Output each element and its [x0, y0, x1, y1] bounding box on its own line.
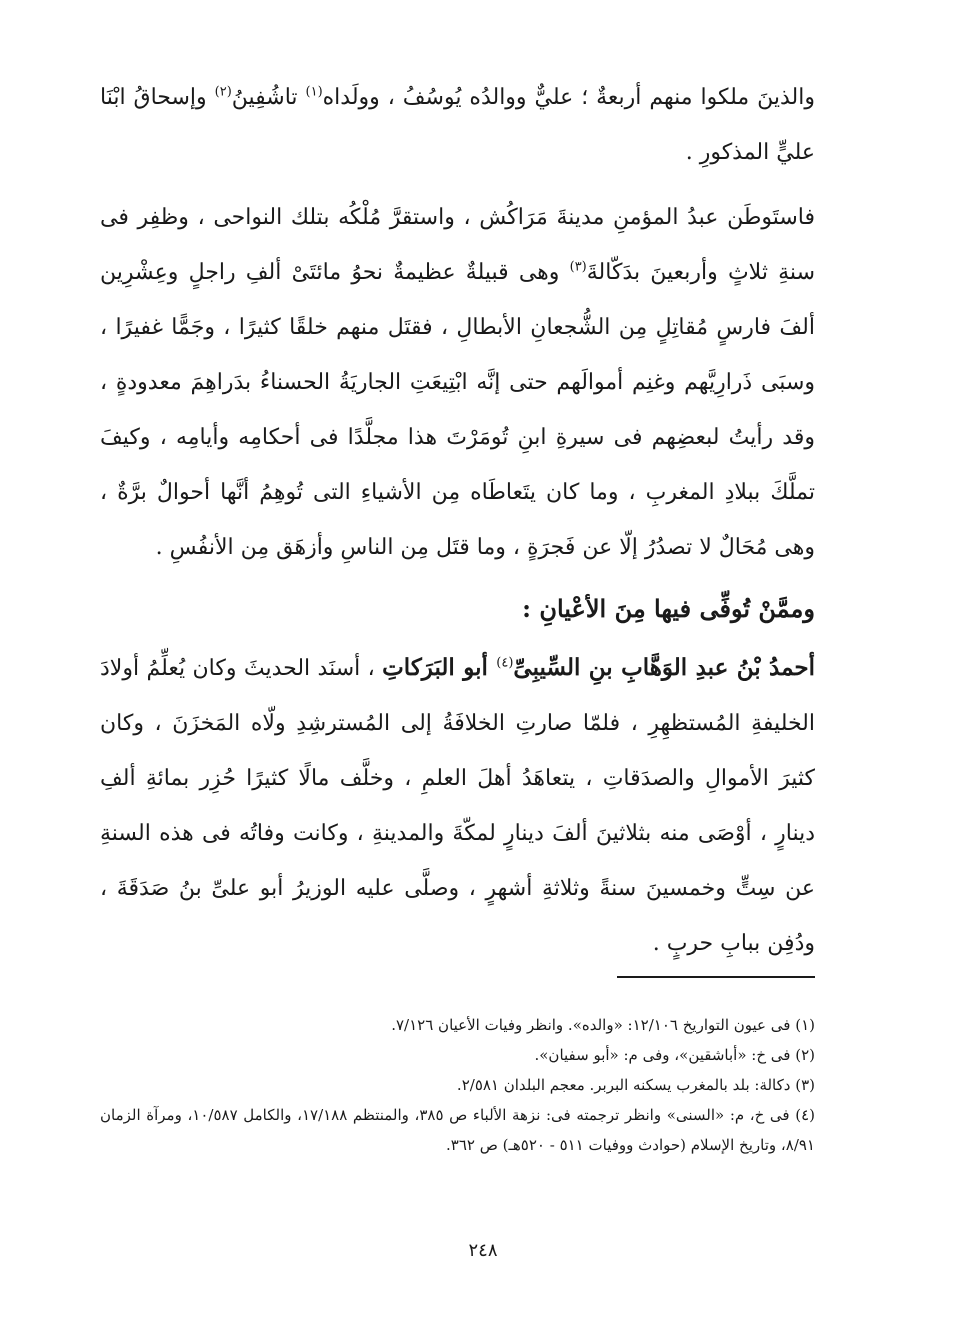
paragraph-2-text-a: فاستَوطَن عبدُ المؤمنِ مدينةَ مَرَاكُش ، واستقرَّ مُلْكُه بتلك النواحى ، وظفِر فى سنةِ ثلاثٍ وأربعينَ بدَكّالةَ	[100, 205, 816, 285]
footnote-2: (٢) فى خ: «أباشقين»، وفى م: «أبو سفيان».	[534, 1046, 815, 1064]
person-name: أحمدُ بْنُ عبدِ الوَهَّابِ بنِ السِّيبِىِّ	[513, 654, 816, 681]
paragraph-1-text-c: وإسحاقُ ابْنَا عليٍّ المذكورِ .	[100, 85, 815, 165]
footnote-1: (١) فى عيون التواريخ ١٢/١٠٦: «والده». وانظر وفيات الأعيان ٧/١٢٦.	[391, 1016, 815, 1034]
paragraph-2-text-b: وهى قبيلةٌ عظيمةٌ نحوُ مائتَىْ ألفِ راجلٍ وعِشْرِين ألفَ فارسٍ مُقاتِلٍ مِن الشُّجعانِ الأبطالِ ، فقتَل منهم خلقًا كثيرًا ، وجَمًّا غفيرًا ، وسبَى ذَرارِيَّهم وغنِم أموالَهم حتى إنَّه ابْتِيعَتِ الجاريَةُ الحسناءُ بدَراهِمَ معدودةٍ ، وقد رأيتُ لبعضِهم فى سيرةِ ابنِ تُومَرْتَ هذا مجلَّدًا فى أحكامِه وأيامِه ، وكيفَ تملَّكَ ببلادِ المغربِ ، وما كان يتَعاطَاه مِن الأشياءِ التى تُوهِمُ أنَّها أحوالٌ برَّةٌ ، وهى مُحَالٌ لا تصدُرُ إلّا عن فَجرَةٍ ، وما قتَل مِن الناسِ وأزهَق مِن الأنفُسِ .	[100, 260, 815, 560]
paragraph-3	[100, 640, 815, 971]
person-kunya: أبو البَرَكاتِ	[382, 654, 497, 681]
footnote-3: (٣) دكالة: بلد بالمغرب يسكنه البربر. معجم البلدان ٢/٥٨١.	[456, 1076, 815, 1094]
paragraph-2	[100, 190, 815, 575]
book-page	[100, 70, 815, 971]
main-text	[100, 70, 815, 971]
paragraph-3-text: ، أسنَد الحديثَ وكان يُعلِّمُ أولادَ الخليفةِ المُستظهِرِ ، فلمّا صارتِ الخلافَةُ إلى المُسترشِدِ ولّاه المَخزَنَ ، وكان كثيرَ الأموالِ والصدَقاتِ ، يتعاهَدُ أهلَ العلمِ ، وخلَّف مالًا كثيرًا حُزِر بمائةِ ألفِ دينارٍ ، أوْصَى منه بثلاثينَ ألفَ دينارٍ لمكّةَ والمدينةِ ، وكانت وفاتُه فى هذه السنةِ عن سِتٍّ وخمسينَ سنةً وثلاثةِ أشهرٍ ، وصلَّى عليه الوزيرُ أبو علىِّ بنُ صَدَقَةَ ، ودُفِن ببابِ حربٍ .	[100, 656, 815, 956]
paragraph-1	[100, 70, 815, 180]
page-number: ٢٤٨	[468, 1240, 498, 1261]
section-heading: وممَّنْ تُوفِّى فيها مِنَ الأعْيانِ :	[522, 594, 815, 623]
footnote-4: (٤) فى خ، م: «السنى» وانظر ترجمته فى: نزهة الألباء ص ٣٨٥، والمنتظم ١٧/١٨٨، والكامل ١٠/٥٨٧، ومرآة الزمان ٨/٩١، وتاريخ الإسلام (حوادث ووفيات ٥١١ - ٥٢٠هـ) ص ٣٦٢.	[100, 1106, 815, 1154]
footnote-marker-4: (٤)	[496, 655, 514, 671]
footnote-marker-3: (٣)	[569, 259, 587, 275]
footnote-marker-2: (٢)	[214, 84, 232, 100]
footnote-marker-1: (١)	[305, 84, 323, 100]
paragraph-1-text-b: تاشُفِينُ	[231, 85, 306, 110]
footnote-divider	[617, 976, 815, 978]
paragraph-1-text-a: والذينَ ملكوا منهم أربعةٌ ؛ عليٌّ ووالدُه يُوسُفُ ، وولَداه	[322, 85, 815, 110]
footnotes	[100, 1010, 815, 1160]
